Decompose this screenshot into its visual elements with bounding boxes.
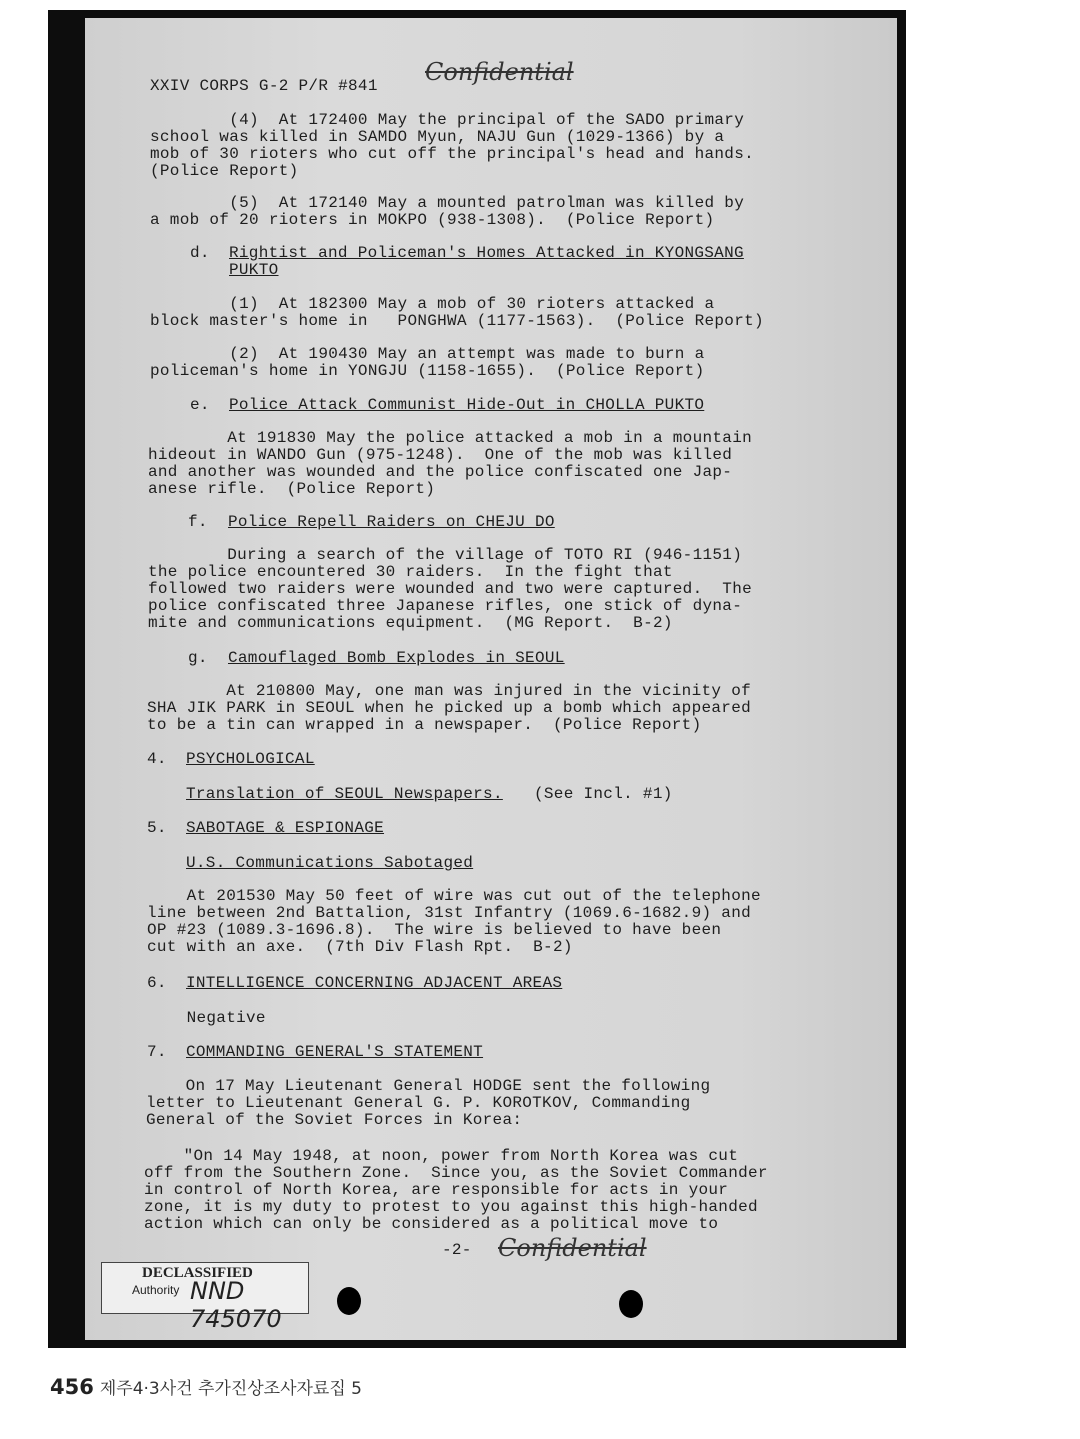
paragraph: Negative: [147, 1009, 266, 1027]
declassified-stamp: [101, 1262, 309, 1333]
stamp-authority-label: Authority: [132, 1283, 180, 1297]
paragraph: At 210800 May, one man was injured in the vicinity of SHA JIK PARK in SEOUL when he picked up a bomb which appeared to be a tin can wrapped in a newspaper. (Police Report): [147, 682, 751, 734]
section-heading: Camouflaged Bomb Explodes in SEOUL: [228, 649, 565, 667]
paragraph: (1) At 182300 May a mob of 30 rioters attacked a block master's home in PONGHWA (1177-1563). (Police Report): [150, 295, 764, 330]
paragraph: At 201530 May 50 feet of wire was cut out of the telephone line between 2nd Battalion, 31st Infantry (1069.6-1682.9) and OP #23 (1089.3-1696.8). The wire is believed to have been cut with an axe. (7th Div Flash Rpt. B-2): [147, 887, 761, 956]
page-number: -2-: [442, 1241, 472, 1259]
document-header: XXIV CORPS G-2 P/R #841: [150, 77, 378, 95]
confidential-mark-bottom: Confidential: [498, 1234, 647, 1262]
section-heading: Police Repell Raiders on CHEJU DO: [228, 513, 555, 531]
section-label: d.: [190, 244, 210, 262]
section-heading: COMMANDING GENERAL'S STATEMENT: [186, 1043, 484, 1061]
subheading: Translation of SEOUL Newspapers.: [186, 785, 503, 803]
paragraph: "On 14 May 1948, at noon, power from North Korea was cut off from the Southern Zone. Since you, as the Soviet Commander in control of North Korea, are responsible for acts in your zone, it is my duty to protest to you against this high-handed action which can only be considered as a political move to: [144, 1147, 768, 1233]
section-label: 5.: [147, 819, 167, 837]
punch-hole: [337, 1287, 361, 1315]
footer-page-number: 456: [50, 1375, 94, 1399]
paragraph: During a search of the village of TOTO RI (946-1151) the police encountered 30 raiders. In the fight that followed two raiders were wounded and two were captured. The police confiscated three Japanese rifles, one stick of dyna- mite and communications equipment. (MG Report. B-2): [148, 546, 752, 632]
book-footer: [50, 1374, 362, 1399]
section-label: 6.: [147, 974, 167, 992]
confidential-mark: Confidential: [425, 58, 574, 86]
section-heading: SABOTAGE & ESPIONAGE: [186, 819, 385, 837]
paragraph: At 191830 May the police attacked a mob in a mountain hideout in WANDO Gun (975-1248). One of the mob was killed and another was wounded and the police confiscated one Jap- anese rifle. (Police Report): [148, 429, 752, 498]
footer-book-title: 제주4·3사건 추가진상조사자료집 5: [99, 1379, 362, 1399]
section-heading: INTELLIGENCE CONCERNING ADJACENT AREAS: [186, 974, 563, 992]
subheading: U.S. Communications Sabotaged: [186, 854, 474, 872]
section-label: f.: [188, 513, 208, 531]
section-label: 7.: [147, 1043, 167, 1061]
section-label: 4.: [147, 750, 167, 768]
punch-hole: [619, 1290, 643, 1318]
section-label: g.: [188, 649, 208, 667]
stamp-title: DECLASSIFIED: [142, 1265, 253, 1281]
section-label: e.: [190, 396, 210, 414]
stamp-number: NND 745070: [190, 1277, 282, 1333]
section-heading: Police Attack Communist Hide-Out in CHOLLA PUKTO: [229, 396, 705, 414]
paragraph: (2) At 190430 May an attempt was made to burn a policeman's home in YONGJU (1158-1655). (Police Report): [150, 345, 705, 380]
paragraph: (4) At 172400 May the principal of the SADO primary school was killed in SAMDO Myun, NAJU Gun (1029-1366) by a mob of 30 rioters who cut off the principal's head and hands. (Police Report): [150, 111, 754, 180]
subheading-note: (See Incl. #1): [534, 785, 673, 803]
paragraph: (5) At 172140 May a mounted patrolman was killed by a mob of 20 rioters in MOKPO (938-1308). (Police Report): [150, 194, 745, 229]
section-heading: PSYCHOLOGICAL: [186, 750, 315, 768]
paragraph: On 17 May Lieutenant General HODGE sent the following letter to Lieutenant General G. P. KOROTKOV, Commanding General of the Soviet Forces in Korea:: [146, 1077, 711, 1129]
section-heading: Rightist and Policeman's Homes Attacked in KYONGSANG PUKTO: [229, 244, 744, 279]
